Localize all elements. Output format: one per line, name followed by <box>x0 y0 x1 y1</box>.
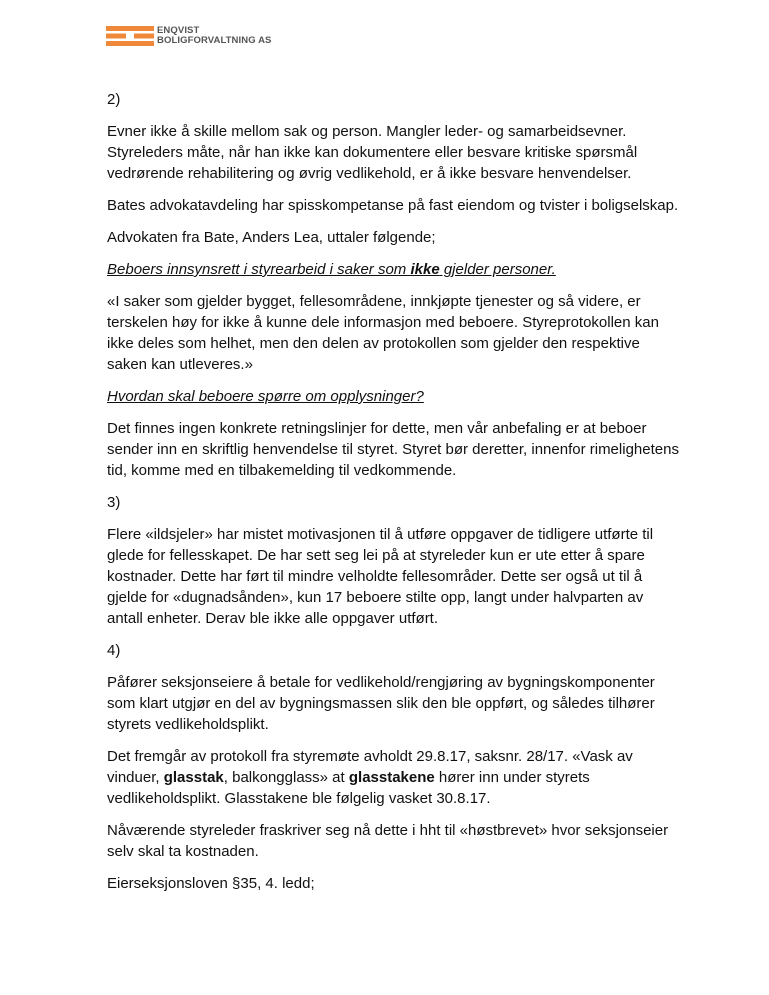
heading-insight-part-2: gjelder personer. <box>439 261 556 278</box>
paragraph-lawyer-statement: Advokaten fra Bate, Anders Lea, uttaler følgende; <box>107 229 436 246</box>
protocol-part-2: , balkongglass» at <box>223 769 349 786</box>
document-body <box>107 89 682 905</box>
logo-line-2: BOLIGFORVALTNING AS <box>157 35 272 46</box>
heading-how-to-ask: Hvordan skal beboere spørre om opplysninger? <box>107 388 424 405</box>
paragraph-protocol <box>107 746 682 809</box>
paragraph-maintenance-costs: Påfører seksjonseiere å betale for vedlikehold/rengjøring av bygningskomponenter som klart utgjør en del av bygningsmassen slik den ble oppført, og således tilhører styrets vedlikeholdsplikt. <box>107 674 655 733</box>
section-number-4: 4) <box>107 642 121 659</box>
paragraph-law-reference: Eierseksjonsloven §35, 4. ledd; <box>107 875 315 892</box>
protocol-part-1: Det fremgår av protokoll fra styremøte avholdt 29.8.17, saksnr. 28/17. «Vask av vinduer, <box>107 748 633 786</box>
protocol-bold-glasstakene: glasstakene <box>348 769 435 786</box>
section-number-2: 2) <box>107 91 121 108</box>
logo-line-1: ENQVIST <box>157 25 200 36</box>
paragraph-recommendation: Det finnes ingen konkrete retningslinjer for dette, men vår anbefaling er at beboer sender inn en skriftlig henvendelse til styret. Styret bør deretter, innenfor rimelighetens tid, komme med en tilbakemelding til vedkommende. <box>107 420 679 479</box>
logo-text <box>157 26 272 46</box>
section-number-3: 3) <box>107 494 121 511</box>
protocol-part-3: hører inn under styrets vedlikeholdsplikt. Glasstakene ble følgelig vasket 30.8.17. <box>107 769 590 807</box>
paragraph-chair-criticism: Evner ikke å skille mellom sak og person. Mangler leder- og samarbeidsevner. Styreleders måte, når han ikke kan dokumentere eller besvare kritiske spørsmål vedrørende rehabilitering og øvrig vedlikehold, er å ikke besvare henvendelser. <box>107 123 638 182</box>
paragraph-quote: «I saker som gjelder bygget, fellesområdene, innkjøpte tjenester og så videre, er terskelen høy for ikke å kunne dele informasjon med beboere. Styreprotokollen kan ikke deles som helhet, men den delen av protokollen som gjelder den respektive saken kan utleveres.» <box>107 293 659 373</box>
protocol-bold-glasstak: glasstak <box>163 769 224 786</box>
company-logo <box>106 26 272 46</box>
heading-insight-rights <box>107 259 682 280</box>
paragraph-bate-expertise: Bates advokatavdeling har spisskompetanse på fast eiendom og tvister i boligselskap. <box>107 197 679 214</box>
heading-insight-bold: ikke <box>410 261 440 278</box>
logo-mark-icon <box>106 26 154 46</box>
paragraph-current-chair: Nåværende styreleder fraskriver seg nå dette i hht til «høstbrevet» hvor seksjonseier selv skal ta kostnaden. <box>107 822 669 860</box>
heading-insight-part-1: Beboers innsynsrett i styrearbeid i saker som <box>107 261 411 278</box>
paragraph-motivation: Flere «ildsjeler» har mistet motivasjonen til å utføre oppgaver de tidligere utførte til glede for fellesskapet. De har sett seg lei på at styreleder kun er ute etter å spare kostnader. Dette har ført til mindre velholdte fellesområder. Dette ser også ut til å gjelde for «dugnadsånden», kun 17 beboere stilte opp, langt under halvparten av antall enheter. Derav ble ikke alle oppgaver utført. <box>107 526 654 627</box>
